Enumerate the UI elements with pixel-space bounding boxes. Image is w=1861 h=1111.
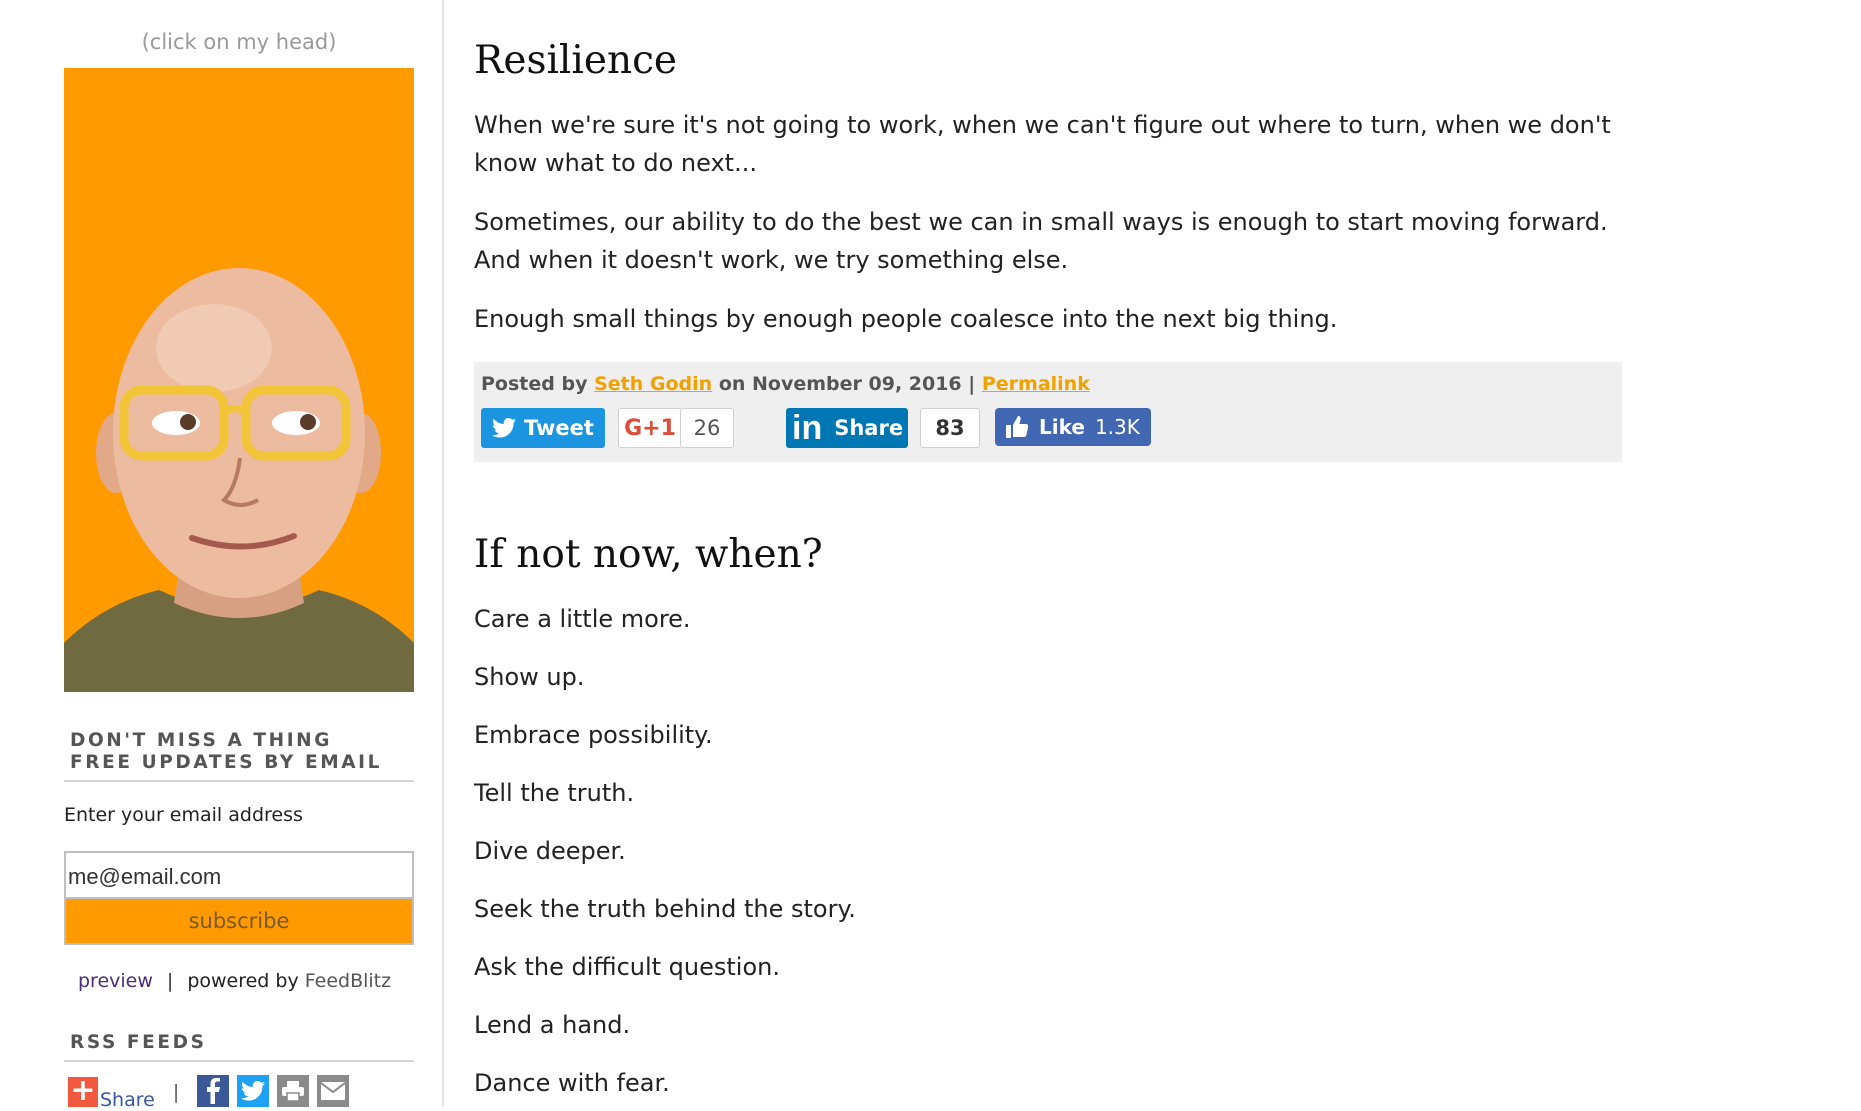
post-meta-box	[474, 362, 1622, 462]
preview-link[interactable]: preview	[78, 970, 153, 992]
powered-by-row	[78, 970, 391, 992]
linkedin-icon: in	[792, 409, 823, 447]
post-paragraph: Care a little more.	[474, 605, 691, 633]
sidebar	[0, 0, 444, 1111]
rss-share-row	[68, 1073, 357, 1111]
gplus-icon: G+1	[624, 415, 676, 441]
post-paragraph: Sometimes, our ability to do the best we can in small ways is enough to start moving forward. And when it doesn't work, we try something else.	[474, 208, 1608, 274]
facebook-icon[interactable]	[197, 1075, 229, 1107]
rss-divider	[64, 1060, 414, 1062]
linkedin-share-label: Share	[834, 416, 904, 440]
powered-separator: |	[166, 970, 174, 992]
gplus-count: 26	[680, 408, 734, 448]
rss-separator: |	[172, 1081, 180, 1103]
thumbs-up-icon	[1005, 415, 1029, 439]
addthis-plus-icon[interactable]: +	[68, 1077, 98, 1107]
post-title-if-not-now[interactable]: If not now, when?	[474, 532, 823, 577]
fb-like-label: Like	[1039, 415, 1085, 439]
post-paragraph: Tell the truth.	[474, 779, 635, 807]
meta-separator: |	[968, 373, 976, 395]
email-heading-line2: FREE UPDATES BY EMAIL	[70, 752, 383, 773]
googleplus-button[interactable]	[618, 408, 682, 448]
post-paragraph: Ask the difficult question.	[474, 953, 780, 981]
author-head-image	[64, 68, 414, 692]
feedblitz-link[interactable]: FeedBlitz	[304, 970, 392, 992]
email-input[interactable]	[64, 851, 414, 897]
tweet-button[interactable]	[481, 408, 605, 448]
twitter-bird-icon	[492, 418, 516, 438]
twitter-icon[interactable]	[237, 1075, 269, 1107]
author-portrait[interactable]	[64, 68, 414, 692]
tweet-label: Tweet	[524, 416, 594, 440]
post-paragraph: Lend a hand.	[474, 1011, 631, 1039]
post-paragraph: Dance with fear.	[474, 1069, 670, 1097]
fb-like-count: 1.3K	[1094, 415, 1140, 439]
email-heading-line1: DON'T MISS A THING	[70, 730, 333, 751]
email-divider	[64, 780, 414, 782]
permalink-link[interactable]: Permalink	[981, 373, 1090, 395]
powered-by-text: powered by	[187, 970, 299, 992]
print-icon[interactable]	[277, 1075, 309, 1107]
subscribe-button[interactable]: subscribe	[64, 897, 414, 945]
post-paragraph: Dive deeper.	[474, 837, 626, 865]
email-share-icon[interactable]	[317, 1075, 349, 1107]
posted-by-line	[481, 373, 1090, 395]
facebook-like-button[interactable]	[995, 408, 1151, 446]
click-hint: (click on my head)	[141, 30, 337, 54]
post-paragraph: Enough small things by enough people coalesce into the next big thing.	[474, 305, 1338, 333]
post-paragraph: When we're sure it's not going to work, when we can't figure out where to turn, when we don't know what to do next...	[474, 111, 1611, 177]
post-paragraph: Show up.	[474, 663, 585, 691]
post-paragraph: Embrace possibility.	[474, 721, 713, 749]
author-link[interactable]: Seth Godin	[594, 373, 713, 395]
linkedin-count: 83	[920, 408, 980, 448]
posted-by-text: Posted by	[481, 373, 588, 395]
rss-heading: RSS FEEDS	[70, 1032, 207, 1053]
rss-share-label[interactable]: Share	[100, 1089, 155, 1111]
post-title-resilience[interactable]: Resilience	[474, 38, 677, 83]
email-label: Enter your email address	[64, 804, 303, 826]
linkedin-share-button[interactable]	[786, 408, 908, 448]
post-date: on November 09, 2016	[718, 373, 962, 395]
post-paragraph: Seek the truth behind the story.	[474, 895, 856, 923]
